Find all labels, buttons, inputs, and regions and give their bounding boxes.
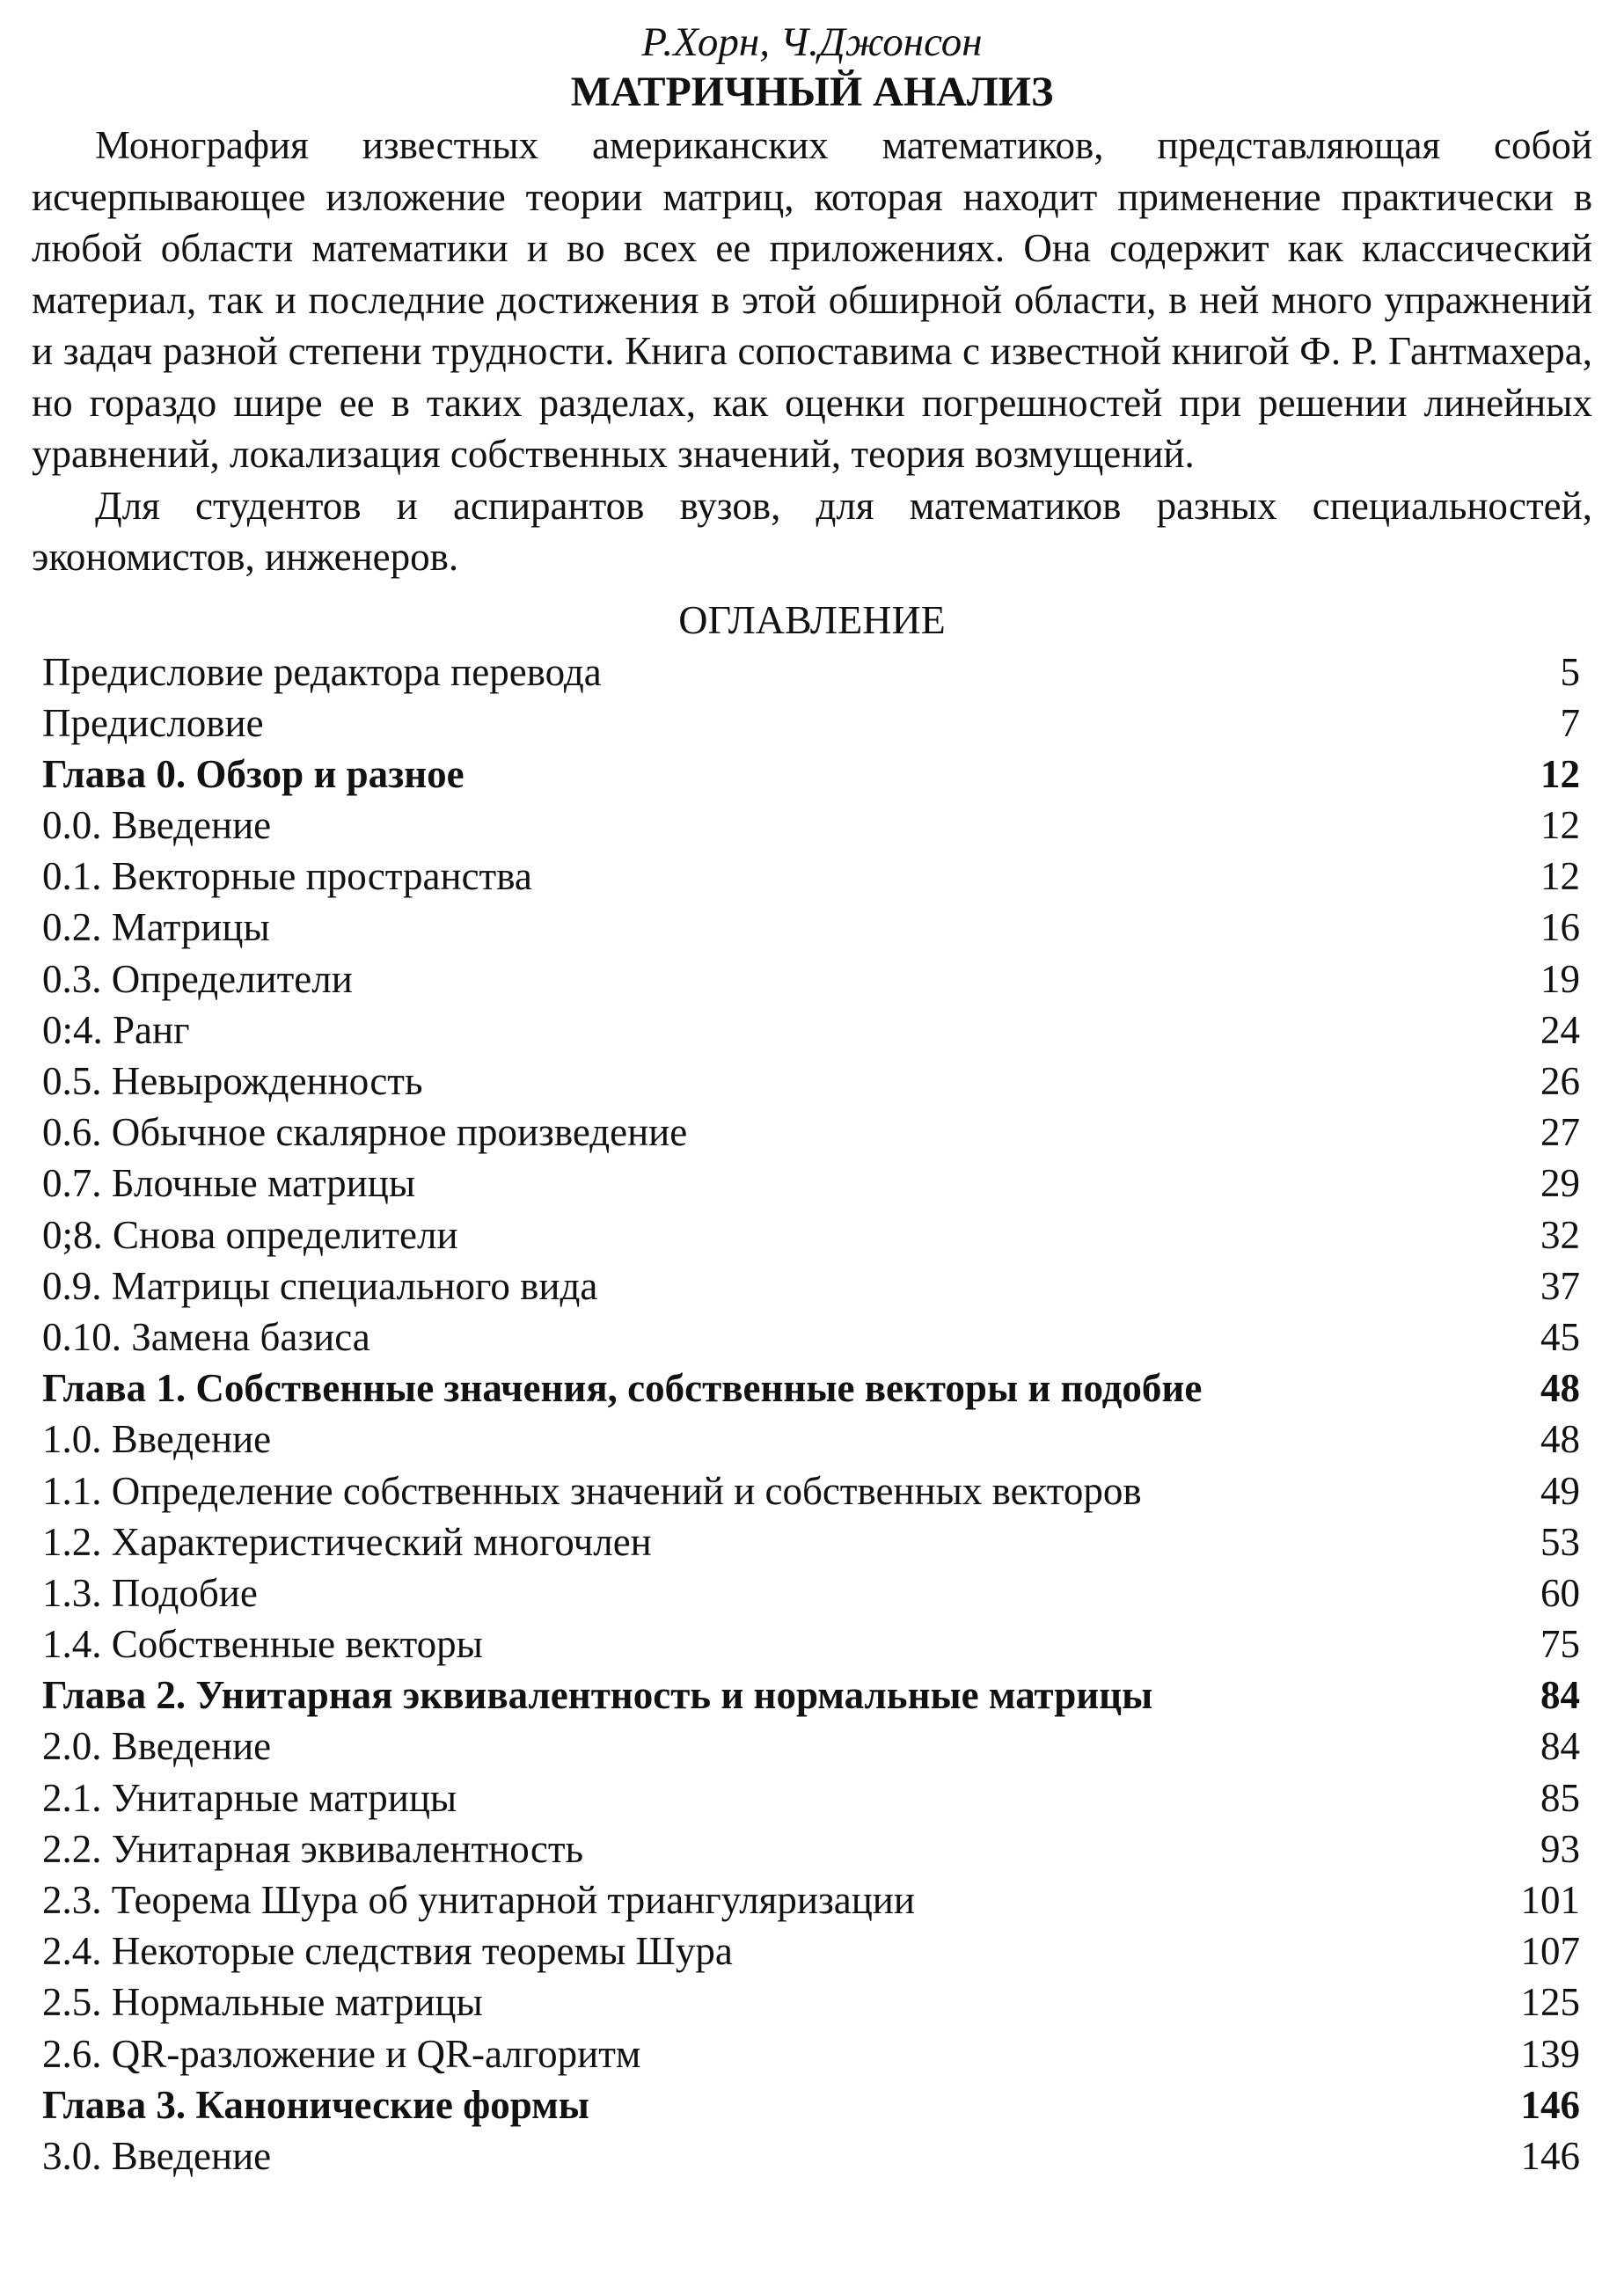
toc-entry-page: 26 — [1540, 1059, 1580, 1103]
toc-entry-page: 53 — [1540, 1519, 1580, 1564]
toc-entry-page: 27 — [1540, 1110, 1580, 1155]
description-paragraph-2: Для студентов и аспирантов вузов, для математиков разных специальностей, экономистов, инженеров. — [32, 483, 1592, 579]
toc-section-row — [42, 1926, 1580, 1977]
toc-entry-title: 0.5. Невырожденность — [42, 1059, 423, 1103]
toc-section-row — [42, 800, 1580, 851]
toc-section-row — [42, 1209, 1580, 1261]
toc-entry-title: 0.1. Векторные пространства — [42, 854, 532, 899]
toc-chapter-row — [42, 749, 1580, 800]
toc-section-row — [42, 1874, 1580, 1926]
toc-section-row — [42, 2028, 1580, 2079]
toc-entry-title: 1.1. Определение собственных значений и собственных векторов — [42, 1468, 1142, 1513]
toc-entry-page: 146 — [1520, 2082, 1580, 2127]
toc-entry-page: 45 — [1540, 1314, 1580, 1359]
toc-entry-title: Глава 3. Канонические формы — [42, 2082, 589, 2127]
toc-entry-page: 19 — [1540, 956, 1580, 1001]
toc-entry-page: 12 — [1540, 803, 1580, 848]
toc-entry-title: 0:4. Ранг — [42, 1007, 190, 1052]
toc-chapter-row — [42, 1363, 1580, 1414]
toc-entry-page: 49 — [1540, 1468, 1580, 1513]
toc-entry-page: 12 — [1540, 751, 1580, 796]
toc-entry-page: 146 — [1520, 2133, 1580, 2178]
toc-entry-page: 29 — [1540, 1161, 1580, 1206]
toc-section-row — [42, 954, 1580, 1005]
toc-entry-title: 0.6. Обычное скалярное произведение — [42, 1110, 688, 1155]
toc-entry-title: 1.0. Введение — [42, 1417, 272, 1462]
toc-section-row — [42, 2130, 1580, 2181]
toc-entry-title: 2.2. Унитарная эквивалентность — [42, 1826, 584, 1871]
toc-entry-page: 139 — [1520, 2031, 1580, 2076]
toc-entry-title: 0.7. Блочные матрицы — [42, 1161, 416, 1206]
toc-entry-page: 93 — [1540, 1826, 1580, 1871]
toc-section-row — [42, 1721, 1580, 1772]
toc-entry-page: 24 — [1540, 1007, 1580, 1052]
toc-entry-title: 0.2. Матрицы — [42, 905, 270, 950]
book-authors: Р.Хорн, Ч.Джонсон — [641, 19, 983, 65]
toc-section-row — [42, 1261, 1580, 1312]
toc-section-row — [42, 1107, 1580, 1158]
toc-entry-title: 1.4. Собственные векторы — [42, 1622, 483, 1667]
toc-entry-page: 48 — [1540, 1366, 1580, 1411]
toc-entry-page: 16 — [1540, 905, 1580, 950]
toc-entry-page: 107 — [1520, 1929, 1580, 1974]
toc-entry-page: 7 — [1560, 700, 1580, 745]
toc-entry-page: 125 — [1520, 1980, 1580, 2025]
toc-entry-title: 3.0. Введение — [42, 2133, 272, 2178]
toc-entry-page: 84 — [1540, 1724, 1580, 1769]
toc-entry-page: 75 — [1540, 1622, 1580, 1667]
toc-entry-title: Глава 2. Унитарная эквивалентность и нормальные матрицы — [42, 1673, 1153, 1718]
toc-entry-title: 2.5. Нормальные матрицы — [42, 1980, 483, 2025]
toc-entry-title: 0.9. Матрицы специального вида — [42, 1263, 598, 1308]
toc-section-row — [42, 902, 1580, 953]
toc-section-row — [42, 1465, 1580, 1516]
toc-entry-title: Глава 1. Собственные значения, собственные векторы и подобие — [42, 1366, 1203, 1411]
toc-entry-title: Глава 0. Обзор и разное — [42, 751, 465, 796]
toc-entry-title: Предисловие — [42, 700, 264, 745]
toc-entry-page: 37 — [1540, 1263, 1580, 1308]
toc-entry-title: 2.1. Унитарные матрицы — [42, 1775, 457, 1820]
toc-entry-title: 1.3. Подобие — [42, 1570, 258, 1615]
toc-entry-page: 5 — [1560, 649, 1580, 694]
toc-section-row — [42, 1005, 1580, 1056]
toc-entry-page: 32 — [1540, 1212, 1580, 1257]
toc-section-row — [42, 1568, 1580, 1619]
toc-chapter-row — [42, 1670, 1580, 1721]
toc-section-row — [42, 1977, 1580, 2028]
toc-heading: ОГЛАВЛЕНИЕ — [678, 596, 946, 642]
toc-entry-title: 2.0. Введение — [42, 1724, 272, 1769]
toc-entry-page: 60 — [1540, 1570, 1580, 1615]
toc-entry-title: 0.3. Определители — [42, 956, 353, 1001]
toc-entry-title: 2.4. Некоторые следствия теоремы Шура — [42, 1929, 733, 1974]
toc-entry-title: 1.2. Характеристический многочлен — [42, 1519, 652, 1564]
toc-entry-title: 0.10. Замена базиса — [42, 1314, 370, 1359]
toc-entry-title: 0;8. Снова определители — [42, 1212, 458, 1257]
description-paragraph-1: Монография известных американских математиков, представляющая собой исчерпывающее изложение теории матриц, которая находит применение практически в любой области математики и во всех ее приложениях. Она содержит как классический материал, так и последние достижения в этой обширной области, в ней много упражнений и задач разной степени трудности. Книга сопоставима с известной книгой Ф. Р. Гантмахера, но гораздо шире ее в таких разделах, как оценки погрешностей при решении линейных уравнений, локализация собственных значений, теория возмущений. — [32, 123, 1592, 476]
toc-section-row — [42, 1823, 1580, 1874]
toc-entry-title: 2.3. Теорема Шура об унитарной триангуляризации — [42, 1878, 915, 1922]
toc-section-row — [42, 851, 1580, 902]
toc-entry-title: Предисловие редактора перевода — [42, 649, 602, 694]
toc-entry-page: 48 — [1540, 1417, 1580, 1462]
book-title: МАТРИЧНЫЙ АНАЛИЗ — [570, 69, 1054, 115]
toc-section-row — [42, 647, 1580, 698]
toc-entry-page: 85 — [1540, 1775, 1580, 1820]
table-of-contents — [42, 647, 1580, 2182]
toc-section-row — [42, 1619, 1580, 1670]
toc-section-row — [42, 1056, 1580, 1107]
toc-entry-page: 12 — [1540, 854, 1580, 899]
toc-section-row — [42, 1516, 1580, 1568]
toc-entry-title: 2.6. QR-разложение и QR-алгоритм — [42, 2031, 641, 2076]
toc-section-row — [42, 1158, 1580, 1209]
toc-section-row — [42, 1414, 1580, 1465]
toc-entry-title: 0.0. Введение — [42, 803, 272, 848]
toc-section-row — [42, 1772, 1580, 1823]
toc-chapter-row — [42, 2079, 1580, 2130]
toc-entry-page: 84 — [1540, 1673, 1580, 1718]
toc-entry-page: 101 — [1520, 1878, 1580, 1922]
toc-section-row — [42, 698, 1580, 749]
toc-section-row — [42, 1312, 1580, 1363]
